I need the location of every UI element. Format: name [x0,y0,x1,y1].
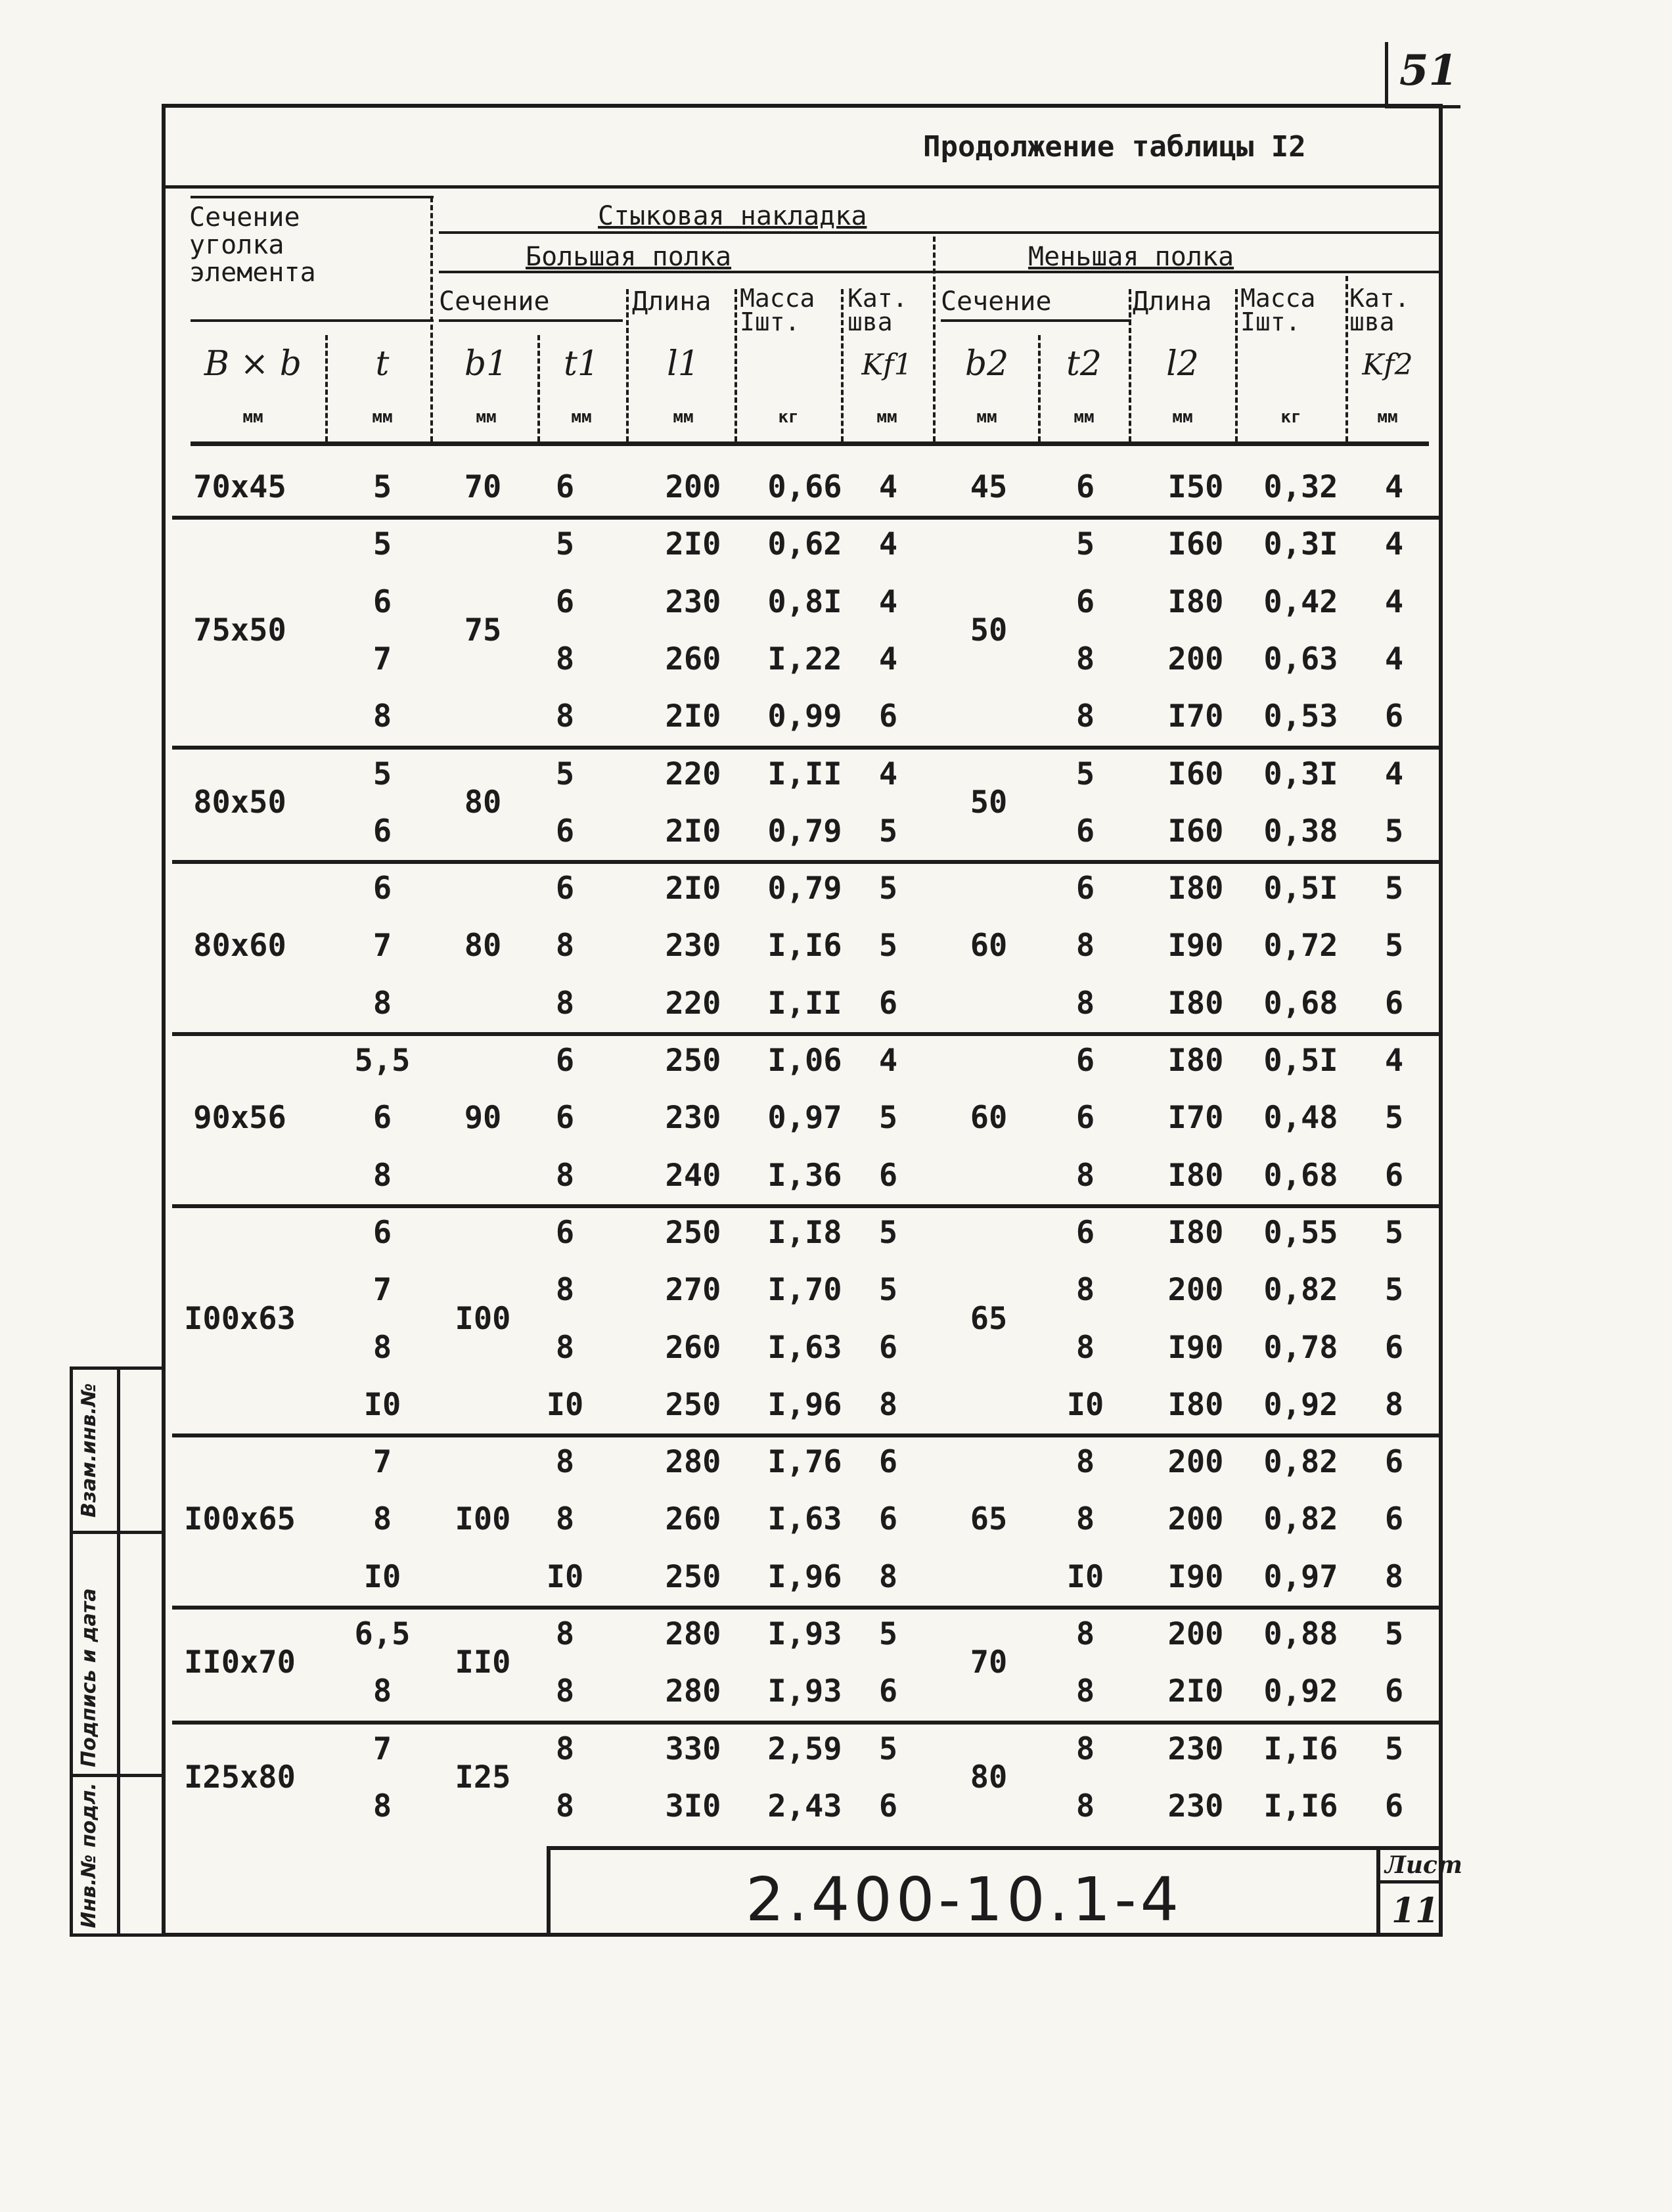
cell-t: 6 [373,870,392,907]
cell-kf1: 4 [878,1043,898,1079]
b2-cell: 70 [970,1644,1008,1681]
unit-t: мм [372,407,393,427]
cell-kf1: 4 [878,469,898,505]
cell-l1: 240 [665,1157,721,1194]
sym-b1: b1 [464,344,508,384]
cell-l2: I60 [1167,526,1224,563]
cell-t1: 8 [555,1444,575,1481]
b1-cell: 80 [464,928,502,964]
cell-t1: 6 [555,469,575,505]
cell-m2: 0,48 [1263,1100,1338,1137]
cell-t: 7 [373,1444,392,1481]
unit-t1: мм [571,407,592,427]
table-title: Продолжение таблицы I2 [923,130,1306,164]
header-big-flange: Большая полка [526,242,732,272]
cell-kf2: 8 [1384,1386,1404,1423]
stamp-replace-inv: Взам.инв.№ [78,1383,101,1518]
cell-t: 8 [373,985,392,1022]
cell-kf2: 8 [1384,1558,1404,1595]
cell-t1: 6 [555,583,575,620]
cell-kf1: 6 [878,1157,898,1194]
group-divider [172,1721,1443,1725]
cell-l1: 200 [665,469,721,505]
group-divider [172,516,1443,520]
cell-t1: 8 [555,1788,575,1824]
cell-l1: 280 [665,1616,721,1652]
cell-l2: I90 [1167,928,1224,964]
unit-l2: мм [1172,407,1193,427]
cell-t1: 8 [555,1616,575,1652]
cell-kf1: 6 [878,1501,898,1538]
cell-t2: 8 [1075,1272,1095,1309]
b1-cell: 80 [464,784,502,821]
cell-l1: 260 [665,1501,721,1538]
cell-t: 8 [373,1329,392,1366]
cell-t1: 8 [555,1157,575,1194]
cell-l1: 250 [665,1214,721,1251]
cell-t: 5 [373,469,392,505]
b2-cell: 65 [970,1501,1008,1538]
cell-m1: I,96 [767,1386,842,1423]
header-section-group: Сечение уголка элемента [189,202,316,288]
cell-kf2: 6 [1384,1157,1404,1194]
cell-kf2: 6 [1384,698,1404,735]
cell-m2: 0,97 [1263,1558,1338,1595]
cell-l1: 330 [665,1730,721,1767]
cell-m2: 0,68 [1263,985,1338,1022]
cell-kf1: 4 [878,583,898,620]
b1-cell: I00 [455,1501,511,1538]
sym-t1: t1 [564,344,599,384]
cell-l1: 260 [665,641,721,677]
cell-m1: I,63 [767,1501,842,1538]
cell-t2: 8 [1075,1501,1095,1538]
cell-kf1: 5 [878,1616,898,1652]
b2-cell: 60 [970,928,1008,964]
cell-kf1: 8 [878,1558,898,1595]
cell-m2: 0,32 [1263,469,1338,505]
cell-t2: 5 [1075,526,1095,563]
header-small-flange: Меньшая полка [1028,242,1234,272]
cell-kf1: 5 [878,928,898,964]
cell-m2: 0,3I [1263,756,1338,792]
cell-m1: I,I6 [767,928,842,964]
header-weld-small: Кат. шва [1349,284,1410,336]
unit-b2: мм [976,407,997,427]
cell-t: 7 [373,1730,392,1767]
cell-l1: 230 [665,1100,721,1137]
cell-t2: 8 [1075,1788,1095,1824]
cell-m1: I,II [767,985,842,1022]
cell-t1: I0 [546,1386,584,1423]
cell-t1: 8 [555,698,575,735]
cell-l2: I90 [1167,1558,1224,1595]
unit-m2: кг [1280,407,1301,427]
cell-m1: 0,97 [767,1100,842,1137]
cell-m2: 0,5I [1263,1043,1338,1079]
sym-l2: l2 [1166,344,1199,384]
cell-kf1: 4 [878,756,898,792]
cell-t1: 5 [555,756,575,792]
cell-l2: I80 [1167,1043,1224,1079]
cell-t: 8 [373,1788,392,1824]
cell-t1: 6 [555,813,575,849]
cell-t: 7 [373,641,392,677]
cell-l1: 250 [665,1043,721,1079]
b2-cell: 45 [970,468,1008,505]
cell-kf1: 6 [878,698,898,735]
cell-t2: 8 [1075,1730,1095,1767]
cell-m1: I,36 [767,1157,842,1194]
cell-l2: I80 [1167,985,1224,1022]
cell-t: 6 [373,583,392,620]
group-divider [172,1433,1443,1437]
sheet-label: Лист [1385,1851,1463,1879]
header-weld-big: Кат. шва [847,284,908,336]
cell-kf2: 6 [1384,985,1404,1022]
cell-m2: I,I6 [1263,1788,1338,1824]
cell-l1: 230 [665,583,721,620]
cell-m1: I,76 [767,1444,842,1481]
cell-t1: 6 [555,1100,575,1137]
section-cell: II0x70 [184,1644,296,1681]
cell-kf2: 4 [1384,641,1404,677]
cell-kf2: 6 [1384,1673,1404,1710]
cell-t2: 8 [1075,928,1095,964]
cell-t2: 6 [1075,870,1095,907]
b2-cell: 50 [970,612,1008,648]
b2-cell: 60 [970,1099,1008,1136]
cell-t2: I0 [1066,1386,1104,1423]
group-divider [172,860,1443,864]
cell-l2: 200 [1167,1616,1224,1652]
cell-kf2: 5 [1384,1616,1404,1652]
cell-m2: 0,63 [1263,641,1338,677]
cell-m2: 0,92 [1263,1673,1338,1710]
cell-kf2: 5 [1384,928,1404,964]
cell-t1: 6 [555,870,575,907]
cell-kf2: 6 [1384,1501,1404,1538]
cell-m2: 0,82 [1263,1272,1338,1309]
unit-kf1: мм [876,407,897,427]
cell-kf2: 4 [1384,1043,1404,1079]
section-cell: 90x56 [193,1099,286,1136]
sym-t: t [375,344,390,384]
sym-bxb: B × b [204,344,302,384]
cell-kf2: 4 [1384,469,1404,505]
header-butt-plate: Стыковая накладка [598,201,867,231]
cell-l1: 2I0 [665,526,721,563]
group-divider [172,1606,1443,1610]
cell-kf2: 4 [1384,756,1404,792]
group-divider [172,1032,1443,1036]
cell-t: 6,5 [354,1616,411,1652]
cell-m1: 0,79 [767,813,842,849]
cell-l1: 280 [665,1673,721,1710]
section-cell: 80x50 [193,784,286,821]
header-section-small: Сечение [941,286,1052,317]
cell-kf2: 5 [1384,1100,1404,1137]
cell-t1: 8 [555,641,575,677]
cell-m1: 0,8I [767,583,842,620]
b2-cell: 65 [970,1300,1008,1337]
cell-kf1: 6 [878,985,898,1022]
unit-t2: мм [1073,407,1095,427]
cell-t1: 8 [555,1272,575,1309]
cell-m2: 0,3I [1263,526,1338,563]
cell-kf1: 5 [878,813,898,849]
cell-m2: 0,53 [1263,698,1338,735]
cell-l1: 250 [665,1386,721,1423]
cell-t2: 8 [1075,1329,1095,1366]
cell-l1: 3I0 [665,1788,721,1824]
cell-l2: 230 [1167,1788,1224,1824]
cell-t: I0 [363,1558,401,1595]
cell-kf2: 4 [1384,526,1404,563]
cell-t2: 8 [1075,698,1095,735]
cell-m1: 2,43 [767,1788,842,1824]
cell-t: 5 [373,526,392,563]
b1-cell: II0 [455,1644,511,1681]
cell-l2: I80 [1167,1386,1224,1423]
group-divider [172,1204,1443,1208]
cell-m2: 0,92 [1263,1386,1338,1423]
cell-l1: 2I0 [665,870,721,907]
cell-kf1: 4 [878,526,898,563]
cell-l2: I80 [1167,1214,1224,1251]
header-length-small: Длина [1133,286,1212,317]
cell-m2: 0,82 [1263,1501,1338,1538]
cell-m1: I,22 [767,641,842,677]
b1-cell: 70 [464,468,502,505]
b1-cell: 75 [464,612,502,648]
cell-t: 6 [373,1214,392,1251]
cell-l2: 200 [1167,1444,1224,1481]
cell-t2: 8 [1075,1673,1095,1710]
cell-m1: I,93 [767,1616,842,1652]
header-mass-small: Масса Iшт. [1240,284,1316,336]
cell-l2: 2I0 [1167,1673,1224,1710]
cell-kf1: 4 [878,641,898,677]
cell-t2: 8 [1075,1157,1095,1194]
cell-l2: I50 [1167,469,1224,505]
sym-t2: t2 [1066,344,1102,384]
cell-t1: 6 [555,1214,575,1251]
cell-kf1: 5 [878,1214,898,1251]
cell-l2: I80 [1167,583,1224,620]
b1-cell: I25 [455,1759,511,1795]
unit-m1: кг [778,407,799,427]
cell-l2: 230 [1167,1730,1224,1767]
cell-t1: 8 [555,1501,575,1538]
cell-t: 7 [373,928,392,964]
cell-l2: I90 [1167,1329,1224,1366]
document-code: 2.400-10.1-4 [746,1864,1183,1935]
section-cell: 70x45 [193,468,286,505]
cell-t2: 8 [1075,641,1095,677]
cell-t1: 8 [555,1329,575,1366]
cell-kf1: 6 [878,1329,898,1366]
cell-m1: 0,99 [767,698,842,735]
b1-cell: I00 [455,1300,511,1337]
cell-l1: 230 [665,928,721,964]
cell-m2: 0,82 [1263,1444,1338,1481]
cell-t: 8 [373,1673,392,1710]
cell-l1: 270 [665,1272,721,1309]
cell-t2: 6 [1075,469,1095,505]
cell-m2: I,I6 [1263,1730,1338,1767]
cell-t1: 8 [555,1730,575,1767]
cell-t: 5 [373,756,392,792]
cell-m1: 0,66 [767,469,842,505]
cell-t1: 8 [555,985,575,1022]
section-cell: 80x60 [193,928,286,964]
cell-t2: 8 [1075,1444,1095,1481]
cell-t2: I0 [1066,1558,1104,1595]
cell-t2: 6 [1075,1100,1095,1137]
cell-kf1: 5 [878,1272,898,1309]
cell-kf1: 6 [878,1673,898,1710]
cell-l1: 220 [665,756,721,792]
unit-bxb: мм [242,407,263,427]
cell-kf2: 4 [1384,583,1404,620]
cell-kf2: 5 [1384,1730,1404,1767]
cell-m1: I,06 [767,1043,842,1079]
cell-l1: 280 [665,1444,721,1481]
cell-t2: 8 [1075,1616,1095,1652]
header-mass-big: Масса Iшт. [740,284,815,336]
cell-t: 8 [373,1501,392,1538]
sheet-number: 11 [1391,1891,1439,1931]
cell-t2: 6 [1075,1214,1095,1251]
header-length-big: Длина [632,286,712,317]
cell-m1: I,70 [767,1272,842,1309]
stamp-sign-date: Подпись и дата [78,1588,101,1767]
cell-kf2: 6 [1384,1444,1404,1481]
cell-l2: 200 [1167,1501,1224,1538]
cell-t1: 6 [555,1043,575,1079]
cell-kf1: 6 [878,1444,898,1481]
cell-m2: 0,72 [1263,928,1338,964]
cell-m1: I,II [767,756,842,792]
cell-kf2: 6 [1384,1329,1404,1366]
unit-kf2: мм [1377,407,1398,427]
cell-kf1: 5 [878,1730,898,1767]
cell-kf1: 8 [878,1386,898,1423]
cell-kf1: 5 [878,1100,898,1137]
cell-kf1: 5 [878,870,898,907]
cell-kf1: 6 [878,1788,898,1824]
cell-l1: 2I0 [665,698,721,735]
cell-m1: 2,59 [767,1730,842,1767]
cell-kf2: 5 [1384,813,1404,849]
cell-l2: I80 [1167,870,1224,907]
stamp-inv-orig: Инв.№ подл. [78,1782,101,1928]
cell-t1: 8 [555,928,575,964]
cell-m1: 0,79 [767,870,842,907]
sym-l1: l1 [667,344,700,384]
cell-l1: 220 [665,985,721,1022]
cell-m2: 0,78 [1263,1329,1338,1366]
section-cell: I00x65 [184,1501,296,1538]
cell-t2: 6 [1075,583,1095,620]
cell-m1: 0,62 [767,526,842,563]
cell-l2: 200 [1167,1272,1224,1309]
cell-l2: I70 [1167,698,1224,735]
cell-m2: 0,88 [1263,1616,1338,1652]
sym-kf2: Kf2 [1362,348,1413,382]
page-number: 51 [1399,46,1458,95]
cell-l1: 2I0 [665,813,721,849]
cell-t2: 6 [1075,813,1095,849]
cell-t: 7 [373,1272,392,1309]
b2-cell: 80 [970,1759,1008,1795]
group-divider [172,746,1443,750]
cell-l2: 200 [1167,641,1224,677]
cell-t: I0 [363,1386,401,1423]
cell-m2: 0,42 [1263,583,1338,620]
cell-l2: I70 [1167,1100,1224,1137]
cell-m1: I,I8 [767,1214,842,1251]
sym-kf1: Kf1 [861,348,913,382]
cell-t: 8 [373,698,392,735]
cell-t2: 5 [1075,756,1095,792]
cell-t: 6 [373,1100,392,1137]
cell-m2: 0,38 [1263,813,1338,849]
section-cell: 75x50 [193,612,286,648]
cell-t: 5,5 [354,1043,411,1079]
cell-t2: 8 [1075,985,1095,1022]
cell-kf2: 5 [1384,1214,1404,1251]
sym-b2: b2 [964,344,1009,384]
b1-cell: 90 [464,1099,502,1136]
cell-m1: I,96 [767,1558,842,1595]
unit-l1: мм [673,407,694,427]
cell-t1: 8 [555,1673,575,1710]
cell-m2: 0,68 [1263,1157,1338,1194]
cell-l2: I80 [1167,1157,1224,1194]
cell-kf2: 6 [1384,1788,1404,1824]
cell-kf2: 5 [1384,870,1404,907]
cell-m2: 0,55 [1263,1214,1338,1251]
section-cell: I25x80 [184,1759,296,1795]
cell-t1: 5 [555,526,575,563]
cell-t: 8 [373,1157,392,1194]
cell-kf2: 5 [1384,1272,1404,1309]
header-section-big: Сечение [439,286,550,317]
cell-l1: 260 [665,1329,721,1366]
cell-l2: I60 [1167,756,1224,792]
cell-t1: I0 [546,1558,584,1595]
cell-l1: 250 [665,1558,721,1595]
section-cell: I00x63 [184,1300,296,1337]
cell-t: 6 [373,813,392,849]
cell-m1: I,63 [767,1329,842,1366]
cell-t2: 6 [1075,1043,1095,1079]
cell-m1: I,93 [767,1673,842,1710]
b2-cell: 50 [970,784,1008,821]
unit-b1: мм [476,407,497,427]
cell-l2: I60 [1167,813,1224,849]
cell-m2: 0,5I [1263,870,1338,907]
